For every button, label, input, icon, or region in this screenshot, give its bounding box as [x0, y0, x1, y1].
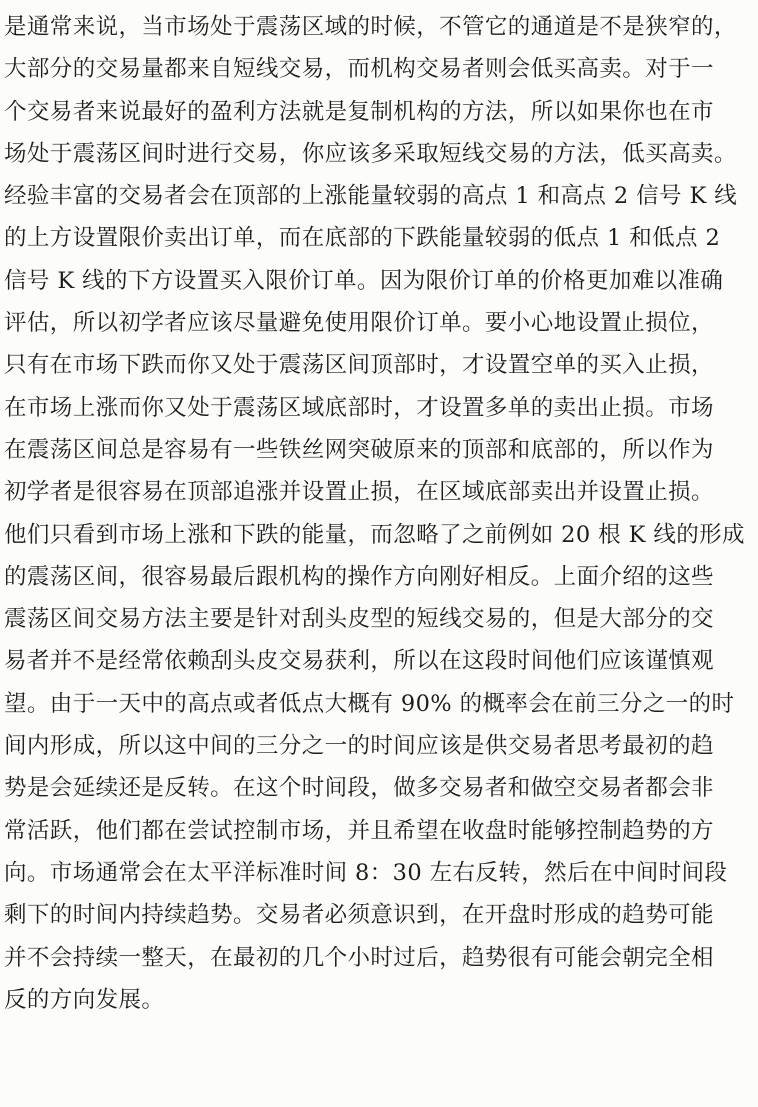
text-line: 向。市场通常会在太平洋标准时间 8：30 左右反转，然后在中间时间段 — [4, 859, 728, 886]
text-line: 评估，所以初学者应该尽量避免使用限价订单。要小心地设置止损位， — [4, 310, 714, 337]
text-line: 只有在市场下跌而你又处于震荡区间顶部时，才设置空单的买入止损， — [4, 352, 714, 379]
text-line: 初学者是很容易在顶部追涨并设置止损，在区域底部卖出并设置止损。 — [4, 479, 714, 506]
text-line: 的上方设置限价卖出订单，而在底部的下跌能量较弱的低点 1 和低点 2 — [4, 225, 721, 252]
text-line: 势是会延续还是反转。在这个时间段，做多交易者和做空交易者都会非 — [4, 775, 714, 802]
text-line: 在震荡区间总是容易有一些铁丝网突破原来的顶部和底部的，所以作为 — [4, 436, 714, 463]
text-line: 他们只看到市场上涨和下跌的能量，而忽略了之前例如 20 根 K 线的形成 — [4, 521, 745, 548]
text-line: 反的方向发展。 — [4, 986, 165, 1013]
text-line: 的震荡区间，很容易最后跟机构的操作方向刚好相反。上面介绍的这些 — [4, 563, 714, 590]
text-line: 剩下的时间内持续趋势。交易者必须意识到，在开盘时形成的趋势可能 — [4, 902, 714, 929]
text-line: 个交易者来说最好的盈利方法就是复制机构的方法，所以如果你也在市 — [4, 98, 714, 125]
text-line: 间内形成，所以这中间的三分之一的时间应该是供交易者思考最初的趋 — [4, 733, 714, 760]
body-text — [4, 6, 754, 1021]
text-line: 望。由于一天中的高点或者低点大概有 90% 的概率会在前三分之一的时 — [4, 690, 735, 717]
text-line: 震荡区间交易方法主要是针对刮头皮型的短线交易的，但是大部分的交 — [4, 606, 714, 633]
text-line: 信号 K 线的下方设置买入限价订单。因为限价订单的价格更加难以准确 — [4, 267, 724, 294]
text-line: 并不会持续一整天，在最初的几个小时过后，趋势很有可能会朝完全相 — [4, 944, 714, 971]
text-line: 大部分的交易量都来自短线交易，而机构交易者则会低买高卖。对于一 — [4, 56, 714, 83]
text-line: 在市场上涨而你又处于震荡区域底部时，才设置多单的卖出止损。市场 — [4, 394, 714, 421]
text-line: 是通常来说，当市场处于震荡区域的时候，不管它的通道是不是狭窄的， — [4, 14, 737, 40]
text-line: 常活跃，他们都在尝试控制市场，并且希望在收盘时能够控制趋势的方 — [4, 817, 714, 844]
text-line: 经验丰富的交易者会在顶部的上涨能量较弱的高点 1 和高点 2 信号 K 线 — [4, 183, 738, 210]
text-line: 场处于震荡区间时进行交易，你应该多采取短线交易的方法，低买高卖。 — [4, 140, 737, 167]
text-line: 易者并不是经常依赖刮头皮交易获利，所以在这段时间他们应该谨慎观 — [4, 648, 714, 675]
